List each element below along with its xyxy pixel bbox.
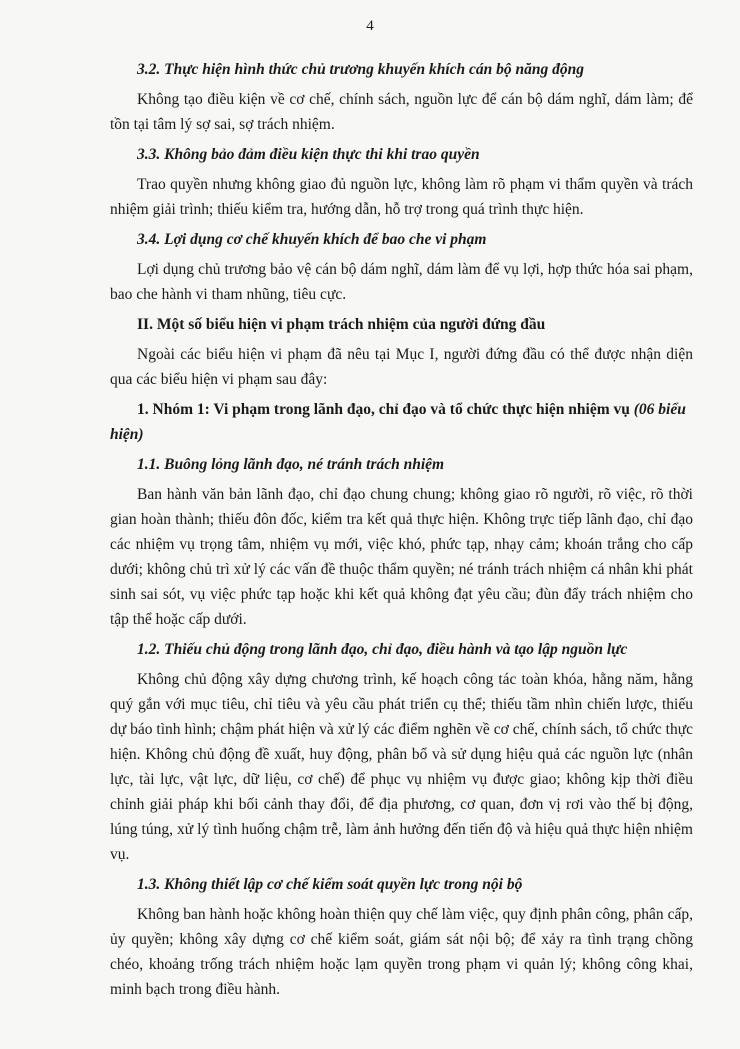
- subheading-3-3: 3.3. Không bảo đảm điều kiện thực thi khi trao quyền: [137, 146, 480, 163]
- section-heading-ii: II. Một số biểu hiện vi phạm trách nhiệm của người đứng đầu: [137, 316, 546, 333]
- paragraph: Trao quyền nhưng không giao đủ nguồn lực, không làm rõ phạm vi thẩm quyền và trách nhiệm giải trình; thiếu kiểm tra, hướng dẫn, hỗ trợ trong quá trình thực hiện.: [110, 176, 693, 218]
- document-body: [110, 57, 693, 1007]
- subheading-3-4: 3.4. Lợi dụng cơ chế khuyến khích để bao che vi phạm: [137, 231, 487, 248]
- page-number: 4: [366, 18, 374, 34]
- subheading-1-1: 1.1. Buông lỏng lãnh đạo, né tránh trách nhiệm: [137, 456, 445, 473]
- group-heading-1: [110, 397, 693, 447]
- paragraph: Không chủ động xây dựng chương trình, kế hoạch công tác toàn khóa, hằng năm, hằng quý gắn với mục tiêu, chỉ tiêu và yêu cầu phát triển cụ thể; thiếu tầm nhìn chiến lược, thiếu dự báo tình hình; chậm phát hiện và xử lý các điểm nghẽn về cơ chế, chính sách, tổ chức thực hiện. Không chủ động đề xuất, huy động, phân bổ và sử dụng hiệu quả các nguồn lực (nhân lực, tài lực, vật lực, dữ liệu, cơ chế) để phục vụ nhiệm vụ được giao; không kịp thời điều chỉnh giải pháp khi bối cảnh thay đổi, để địa phương, cơ quan, đơn vị rơi vào thế bị động, lúng túng, xử lý tình huống chậm trễ, làm ảnh hưởng đến tiến độ và hiệu quả thực hiện nhiệm vụ.: [110, 671, 693, 863]
- paragraph: Lợi dụng chủ trương bảo vệ cán bộ dám nghĩ, dám làm để vụ lợi, hợp thức hóa sai phạm, bao che hành vi tham nhũng, tiêu cực.: [110, 261, 693, 303]
- paragraph: Không tạo điều kiện về cơ chế, chính sách, nguồn lực để cán bộ dám nghĩ, dám làm; để tồn tại tâm lý sợ sai, sợ trách nhiệm.: [110, 91, 693, 133]
- subheading-3-2: 3.2. Thực hiện hình thức chủ trương khuyến khích cán bộ năng động: [137, 61, 585, 78]
- group-heading-1-text: 1. Nhóm 1: Vi phạm trong lãnh đạo, chỉ đạo và tổ chức thực hiện nhiệm vụ: [137, 401, 630, 418]
- group-heading-1-count: (06 biểu hiện): [110, 401, 686, 443]
- subheading-1-2: 1.2. Thiếu chủ động trong lãnh đạo, chỉ đạo, điều hành và tạo lập nguồn lực: [137, 641, 628, 658]
- paragraph: Không ban hành hoặc không hoàn thiện quy chế làm việc, quy định phân công, phân cấp, ủy quyền; không xây dựng cơ chế kiểm soát, giám sát nội bộ; để xảy ra tình trạng chồng chéo, khoảng trống trách nhiệm hoặc lạm quyền trong phạm vi quản lý; không công khai, minh bạch trong điều hành.: [110, 906, 693, 998]
- subheading-1-3: 1.3. Không thiết lập cơ chế kiểm soát quyền lực trong nội bộ: [137, 876, 523, 893]
- paragraph: Ban hành văn bản lãnh đạo, chỉ đạo chung chung; không giao rõ người, rõ việc, rõ thời gian hoàn thành; thiếu đôn đốc, kiểm tra kết quả thực hiện. Không trực tiếp lãnh đạo, chỉ đạo các nhiệm vụ trọng tâm, nhiệm vụ mới, việc khó, phức tạp, nhạy cảm; khoán trắng cho cấp dưới; không chủ trì xử lý các vấn đề thuộc thẩm quyền; né tránh trách nhiệm cá nhân khi phát sinh sai sót, vụ việc phức tạp hoặc khi kết quả không đạt yêu cầu; đùn đẩy trách nhiệm cho tập thể hoặc cấp dưới.: [110, 486, 693, 628]
- paragraph: Ngoài các biểu hiện vi phạm đã nêu tại Mục I, người đứng đầu có thể được nhận diện qua các biểu hiện vi phạm sau đây:: [110, 346, 693, 388]
